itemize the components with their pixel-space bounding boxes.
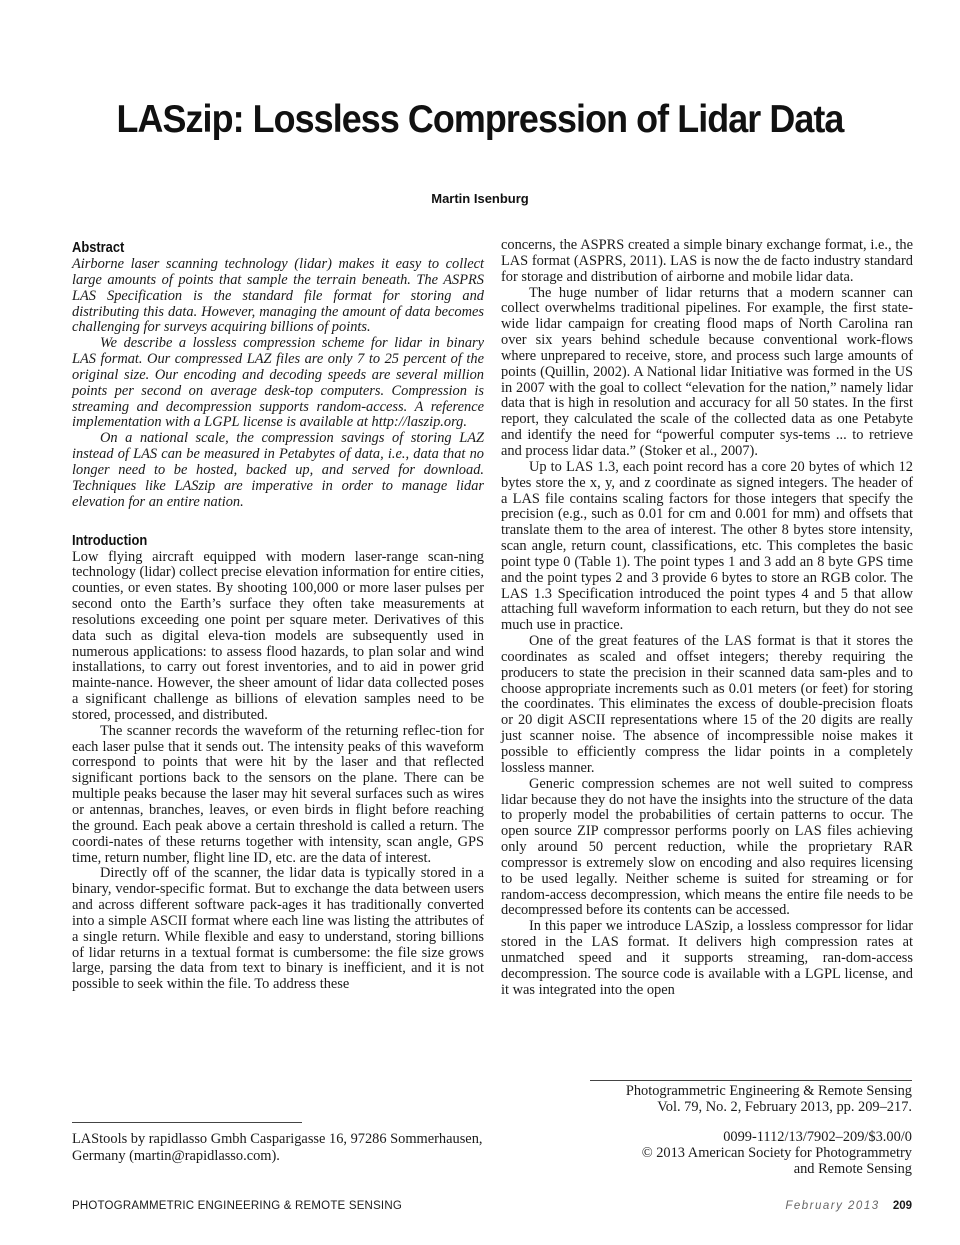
right-column bbox=[501, 238, 913, 999]
body-paragraph: Low flying aircraft equipped with modern laser-range scan-ning technology (lidar) collect precise elevation information for entire cities, counties, or even states. By shooting 100,000 or more laser pulses per second onto the Earth’s surface they often take measurements at resolutions exceeding one point per square meter. Derivatives of this data such as digital eleva-tion models are subsequently used in numerous applications: to assess flood hazards, to plan solar and wind installations, to carry out forest inventories, and to aid in power grid mainte-nance. However, the sheer amount of lidar data collected poses a significant challenge as billions of elevation samples need to be stored, processed, and distributed. bbox=[72, 548, 484, 723]
page-number: 209 bbox=[892, 1200, 912, 1212]
journal-volume: Vol. 79, No. 2, February 2013, pp. 209–217. bbox=[657, 1099, 912, 1115]
running-footer bbox=[72, 1200, 912, 1216]
body-paragraph: The huge number of lidar returns that a modern scanner can collect overwhelms traditional pipelines. For example, the first state-wide lidar campaign for creating flood maps of North Carolina ran over six years behind schedule because conventional work-flows where unprepared to receive, store, and process such large amounts of points (Quillin, 2002). A National lidar Initiative was formed in the US in 2007 with the goal to collect “elevation for the nation,” namely lidar data that is high in resolution and accuracy for all 50 states. In the first report, they calculated the scale of the collected data as one Petabyte and identify the need for “powerful computer sys-tems ... to retrieve and process lidar data.” (Stoker et al., 2007). bbox=[501, 284, 913, 459]
footer-journal: PHOTOGRAMMETRIC ENGINEERING & REMOTE SENSING bbox=[72, 1200, 402, 1212]
footer-right bbox=[785, 1200, 912, 1212]
journal-copyright: © 2013 American Society for Photogrammetry bbox=[641, 1145, 912, 1161]
article-title: LASzip: Lossless Compression of Lidar Data bbox=[116, 98, 844, 141]
author-name: Martin Isenburg bbox=[431, 191, 529, 206]
abstract-heading: Abstract bbox=[72, 239, 125, 256]
abstract-paragraph: Airborne laser scanning technology (lidar) makes it easy to collect large amounts of points that sample the terrain beneath. The ASPRS LAS Specification is the standard file format for storing and distributing this data. However, managing the amount of data becomes challenging for surveys acquiring billions of points. bbox=[72, 256, 484, 336]
journal-society: and Remote Sensing bbox=[793, 1161, 912, 1177]
abstract-paragraph: We describe a lossless compression scheme for lidar in binary LAS format. Our compressed LAZ files are only 7 to 25 percent of the original size. Our encoding and decoding speeds are several million points per second on average desk-top computers. Compression is streaming and decompression supports random-access. A reference implementation with a LGPL license is available at http://laszip.org. bbox=[72, 335, 484, 431]
author-footnote: LAStools by rapidlasso Gmbh Casparigasse 16, 97286 Sommerhausen, Germany (martin@rapidlasso.com). bbox=[72, 1131, 483, 1164]
body-paragraph: Directly off of the scanner, the lidar data is typically stored in a binary, vendor-specific format. But to exchange the data between users and across different software pack-ages it has traditionally converted into a simple ASCII format where each line was listing the attributes of a single return. While flexible and easy to understand, storing billions of lidar returns in a textual format is cumbersome: the file size grows large, parsing the data from text to binary is inefficient, and it is not possible to seek within the file. To address these bbox=[72, 865, 484, 993]
body-paragraph: Generic compression schemes are not well suited to compress lidar because they do not have the insights into the structure of the data to properly model the probabilities of certain patterns to occur. The open source ZIP compressor performs poorly on LAS files achieving only around 50 percent reduction, while the proprietary RAR compressor is extremely slow on encoding and also requires licensing to be used legally. Neither scheme is suited for streaming or for random-access decompression, which means the entire file needs to be decompressed before its contents can be accessed. bbox=[501, 775, 913, 919]
left-column bbox=[72, 238, 484, 993]
introduction-heading: Introduction bbox=[72, 531, 148, 549]
footer-date: February 2013 bbox=[785, 1200, 880, 1212]
body-paragraph: In this paper we introduce LASzip, a lossless compressor for lidar stored in the LAS format. It delivers high compression rates at unmatched speed and it supports streaming, ran-dom-access decompression. The source code is available with a LGPL license, and it was integrated into the open bbox=[501, 918, 913, 998]
body-paragraph: Up to LAS 1.3, each point record has a core 20 bytes of which 12 bytes store the x, y, and z coordinate as signed integers. The header of a LAS file contains scaling factors for those integers that specify the precision (e.g., such as 0.01 for cm and 0.001 for mm) and offsets that translate them to the area of interest. The other 8 bytes store intensity, scan angle, return count, classifications, etc. This completes the basic point type 0 (Table 1). The point types 1 and 3 add an 8 byte GPS time and the point types 2 and 3 provide 6 bytes to store an RGB color. The LAS 1.3 Specification introduced the point types 4 and 5 that allow attaching full waveform information to each return, but they do not see much use in practice. bbox=[501, 458, 913, 634]
journal-code: 0099-1112/13/7902–209/$3.00/0 bbox=[723, 1129, 912, 1145]
journal-name: Photogrammetric Engineering & Remote Sensing bbox=[625, 1083, 912, 1099]
body-paragraph: The scanner records the waveform of the returning reflec-tion for each laser pulse that it sends out. The intensity peaks of this waveform correspond to points that were hit by the laser and that reflected significant portions back to the sensors on the plane. There can be multiple peaks because the laser may hit several surfaces such as wires or antennas, branches, leaves, or even birds in flight before reaching the ground. Each peak above a certain threshold is called a return. The coordi-nates of these returns together with intensity, scan angle, GPS time, return number, flight line ID, etc. are the data of interest. bbox=[72, 722, 484, 866]
abstract-paragraph: On a national scale, the compression savings of storing LAZ instead of LAS can be measured in Petabytes of data, i.e., data that no longer need to be hosted, backed up, and served for download. Techniques like LASzip are imperative in order to manage lidar elevation for an entire nation. bbox=[72, 430, 484, 510]
journal-info-rule bbox=[590, 1080, 912, 1081]
body-paragraph: One of the great features of the LAS format is that it stores the coordinates as scaled and offset integers; thereby requiring the producers to state the precision in their scanned data sam-ples and to choose appropriate increments such as 0.01 meters (or feet) for storing the coordinates. This eliminates the excess of double-precision floats or 20 digit ASCII representations where 15 of the 20 digits are really just scanner noise. The absence of incompressible noise makes it possible to efficiently compress the lidar points in a completely lossless manner. bbox=[501, 633, 913, 776]
body-paragraph: concerns, the ASPRS created a simple binary exchange format, i.e., the LAS format (ASPRS, 2011). LAS is now the de facto industry standard for storage and distribution of airborne and mobile lidar data. bbox=[501, 237, 913, 285]
journal-info bbox=[501, 1083, 912, 1177]
footnote-rule bbox=[72, 1122, 302, 1123]
